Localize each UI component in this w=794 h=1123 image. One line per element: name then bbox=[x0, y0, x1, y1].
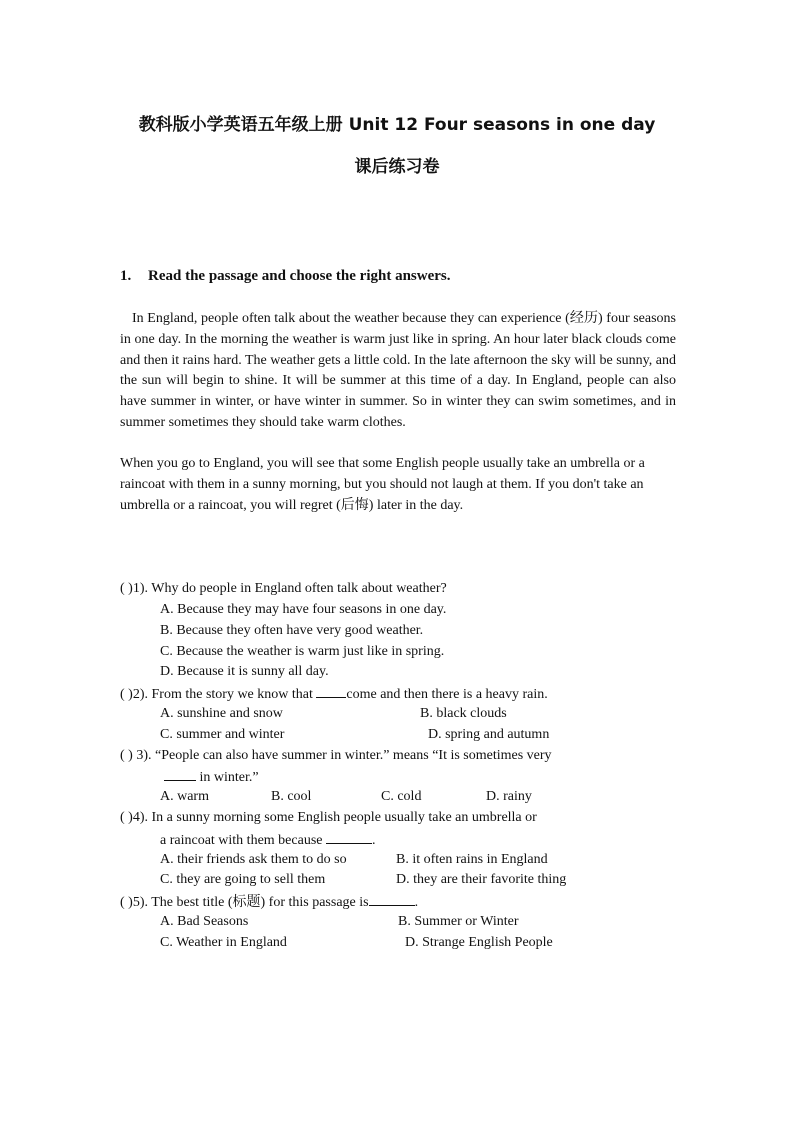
question-1-option-b: B. Because they often have very good weather. bbox=[160, 623, 424, 638]
question-4-text-line2: a raincoat with them because bbox=[160, 833, 323, 848]
question-2-text-after: come and then there is a heavy rain. bbox=[346, 687, 548, 702]
question-2-text-before: From the story we know that bbox=[151, 687, 313, 702]
question-2-option-c: C. summer and winter bbox=[160, 727, 285, 742]
question-3-text-line1: “People can also have summer in winter.” means “It is sometimes very bbox=[155, 748, 552, 763]
question-1-option-d: D. Because it is sunny all day. bbox=[160, 664, 329, 679]
question-5-prefix: ( )5). bbox=[120, 895, 148, 910]
passage-paragraph-1: In England, people often talk about the weather because they can experience (经历) four seasons in one day. In the morning the weather is warm just like in spring. An hour later black clouds come and then it rains hard. The weather gets a little cold. In the late afternoon the sky will be sunny, and the sun will begin to shine. It will be summer at this time of a day. In England, people can also have summer in winter, or have winter in summer. So in winter they can swim sometimes, and in summer sometimes they should take warm clothes. bbox=[120, 311, 676, 430]
question-2-option-d: D. spring and autumn bbox=[428, 727, 550, 742]
question-5-text: The best title (标题) for this passage is bbox=[151, 895, 369, 910]
question-5-option-a: A. Bad Seasons bbox=[160, 914, 249, 929]
document-title: 教科版小学英语五年级上册 Unit 12 Four seasons in one day bbox=[138, 115, 656, 135]
question-4-option-d: D. they are their favorite thing bbox=[396, 872, 567, 887]
question-4-option-c: C. they are going to sell them bbox=[160, 872, 326, 887]
question-3-option-a: A. warm bbox=[160, 789, 209, 804]
question-4-option-a: A. their friends ask them to do so bbox=[160, 852, 347, 867]
question-3-option-d: D. rainy bbox=[486, 789, 532, 804]
question-3-option-b: B. cool bbox=[271, 789, 312, 804]
document-subtitle: 课后练习卷 bbox=[354, 157, 440, 177]
question-4-blank bbox=[326, 829, 372, 844]
question-1 bbox=[120, 579, 447, 600]
question-5: ( )5). The best title (标题) for this passage is . bbox=[120, 891, 418, 914]
question-3-option-c: C. cold bbox=[381, 789, 422, 804]
question-1-text: Why do people in England often talk about weather? bbox=[151, 581, 447, 596]
question-4-prefix: ( )4). bbox=[120, 810, 148, 825]
question-5-option-d: D. Strange English People bbox=[405, 935, 553, 950]
section-heading-text: Read the passage and choose the right answers. bbox=[148, 268, 451, 284]
question-5-blank bbox=[369, 891, 415, 906]
question-2-option-a: A. sunshine and snow bbox=[160, 706, 283, 721]
question-1-prefix: ( )1). bbox=[120, 581, 148, 596]
section-heading bbox=[120, 268, 451, 285]
question-2-prefix: ( )2). bbox=[120, 687, 148, 702]
question-5-option-b: B. Summer or Winter bbox=[398, 914, 519, 929]
passage-paragraph-2: When you go to England, you will see that some English people usually take an umbrella or a raincoat with them in a sunny morning, but you should not laugh at them. If you don't take an umbrella or a raincoat, you will regret (后悔) later in the day. bbox=[120, 456, 645, 513]
question-3 bbox=[120, 746, 552, 767]
question-4 bbox=[120, 808, 537, 829]
question-3-line2 bbox=[164, 766, 259, 789]
section-number: 1. bbox=[120, 268, 132, 284]
question-4-line2: a raincoat with them because . bbox=[160, 829, 375, 852]
question-3-text-line2: in winter.” bbox=[199, 770, 259, 785]
question-3-prefix: ( ) 3). bbox=[120, 748, 152, 763]
question-3-blank bbox=[164, 766, 196, 781]
question-5-option-c: C. Weather in England bbox=[160, 935, 287, 950]
question-1-option-c: C. Because the weather is warm just like in spring. bbox=[160, 644, 445, 659]
question-2-blank bbox=[316, 683, 346, 698]
question-4-text-line1: In a sunny morning some English people usually take an umbrella or bbox=[151, 810, 537, 825]
question-2 bbox=[120, 683, 548, 706]
question-4-option-b: B. it often rains in England bbox=[396, 852, 548, 867]
question-2-option-b: B. black clouds bbox=[420, 706, 507, 721]
question-1-option-a: A. Because they may have four seasons in one day. bbox=[160, 602, 447, 617]
